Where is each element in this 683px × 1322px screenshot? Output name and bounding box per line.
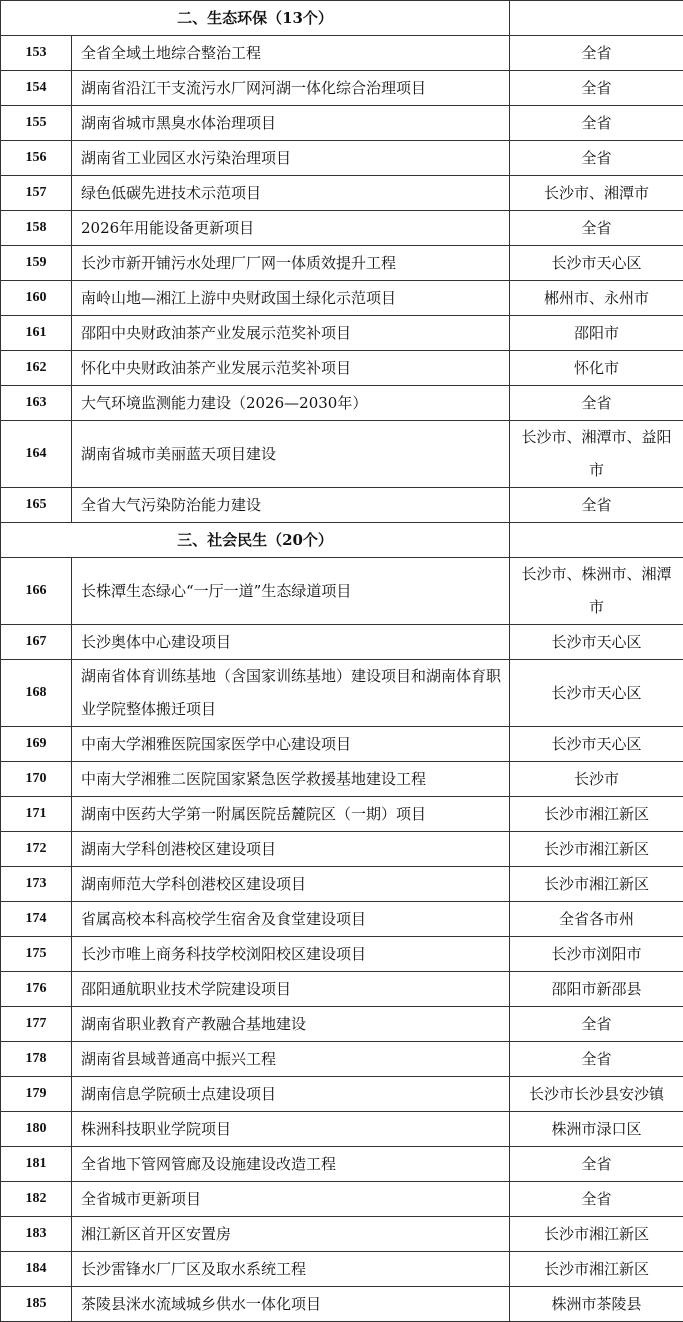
project-location: 长沙市长沙县安沙镇: [510, 1077, 683, 1112]
row-number: 185: [1, 1287, 72, 1322]
row-number: 155: [1, 106, 72, 141]
row-number: 181: [1, 1147, 72, 1182]
project-name: 湖南省县域普通高中振兴工程: [72, 1042, 510, 1077]
project-location: 长沙市湘江新区: [510, 797, 683, 832]
project-location: 怀化市: [510, 351, 683, 386]
project-name: 长沙市新开铺污水处理厂厂网一体质效提升工程: [72, 246, 510, 281]
table-row: [1, 832, 683, 867]
section-empty-cell: [510, 1, 683, 36]
project-location: 邵阳市: [510, 316, 683, 351]
table-row: [1, 246, 683, 281]
row-number: 157: [1, 176, 72, 211]
table-row: [1, 211, 683, 246]
project-name: 中南大学湘雅二医院国家紧急医学救援基地建设工程: [72, 762, 510, 797]
row-number: 175: [1, 937, 72, 972]
row-number: 183: [1, 1217, 72, 1252]
project-name: 怀化中央财政油茶产业发展示范奖补项目: [72, 351, 510, 386]
project-name: 湖南省体育训练基地（含国家训练基地）建设项目和湖南体育职业学院整体搬迁项目: [72, 660, 510, 727]
table-row: [1, 351, 683, 386]
project-location: 长沙市、湘潭市、益阳市: [510, 421, 683, 488]
section-title: 三、社会民生（20个）: [1, 523, 510, 558]
project-name: 湖南省职业教育产教融合基地建设: [72, 1007, 510, 1042]
table-row: [1, 386, 683, 421]
project-name: 湖南省沿江干支流污水厂网河湖一体化综合治理项目: [72, 71, 510, 106]
project-name: 湘江新区首开区安置房: [72, 1217, 510, 1252]
table-row: [1, 141, 683, 176]
table-row: [1, 316, 683, 351]
row-number: 163: [1, 386, 72, 421]
project-name: 湖南师范大学科创港校区建设项目: [72, 867, 510, 902]
section-header-row: [1, 1, 683, 36]
project-name: 绿色低碳先进技术示范项目: [72, 176, 510, 211]
project-name: 长沙雷锋水厂厂区及取水系统工程: [72, 1252, 510, 1287]
project-location: 株洲市渌口区: [510, 1112, 683, 1147]
project-name: 湖南省工业园区水污染治理项目: [72, 141, 510, 176]
row-number: 165: [1, 488, 72, 523]
project-location: 全省: [510, 106, 683, 141]
row-number: 169: [1, 727, 72, 762]
project-location: 全省: [510, 71, 683, 106]
project-name: 全省大气污染防治能力建设: [72, 488, 510, 523]
table-row: [1, 421, 683, 488]
project-name: 全省地下管网管廊及设施建设改造工程: [72, 1147, 510, 1182]
project-name: 省属高校本科高校学生宿舍及食堂建设项目: [72, 902, 510, 937]
table-row: [1, 867, 683, 902]
project-location: 长沙市天心区: [510, 246, 683, 281]
project-location: 全省: [510, 386, 683, 421]
table-row: [1, 902, 683, 937]
project-name: 全省城市更新项目: [72, 1182, 510, 1217]
table-row: [1, 1112, 683, 1147]
project-name: 长株潭生态绿心“一厅一道”生态绿道项目: [72, 558, 510, 625]
table-row: [1, 972, 683, 1007]
row-number: 173: [1, 867, 72, 902]
row-number: 174: [1, 902, 72, 937]
row-number: 166: [1, 558, 72, 625]
project-location: 全省各市州: [510, 902, 683, 937]
project-name: 湖南中医药大学第一附属医院岳麓院区（一期）项目: [72, 797, 510, 832]
row-number: 179: [1, 1077, 72, 1112]
project-location: 长沙市天心区: [510, 727, 683, 762]
row-number: 184: [1, 1252, 72, 1287]
project-location: 长沙市湘江新区: [510, 1217, 683, 1252]
project-name: 中南大学湘雅医院国家医学中心建设项目: [72, 727, 510, 762]
row-number: 167: [1, 625, 72, 660]
table-row: [1, 625, 683, 660]
project-location: 郴州市、永州市: [510, 281, 683, 316]
row-number: 178: [1, 1042, 72, 1077]
table-row: [1, 660, 683, 727]
project-location: 长沙市: [510, 762, 683, 797]
project-name: 湖南省城市黑臭水体治理项目: [72, 106, 510, 141]
project-name: 全省全域土地综合整治工程: [72, 36, 510, 71]
table-row: [1, 106, 683, 141]
project-table-body: [1, 1, 683, 1322]
project-location: 全省: [510, 488, 683, 523]
row-number: 164: [1, 421, 72, 488]
project-location: 长沙市湘江新区: [510, 1252, 683, 1287]
row-number: 158: [1, 211, 72, 246]
project-location: 全省: [510, 1182, 683, 1217]
table-row: [1, 71, 683, 106]
project-location: 长沙市天心区: [510, 625, 683, 660]
section-title: 二、生态环保（13个）: [1, 1, 510, 36]
table-row: [1, 1007, 683, 1042]
row-number: 180: [1, 1112, 72, 1147]
project-location: 长沙市天心区: [510, 660, 683, 727]
row-number: 160: [1, 281, 72, 316]
table-row: [1, 1217, 683, 1252]
section-empty-cell: [510, 523, 683, 558]
table-row: [1, 558, 683, 625]
row-number: 177: [1, 1007, 72, 1042]
project-location: 邵阳市新邵县: [510, 972, 683, 1007]
row-number: 154: [1, 71, 72, 106]
table-row: [1, 176, 683, 211]
table-row: [1, 488, 683, 523]
table-row: [1, 1252, 683, 1287]
table-row: [1, 937, 683, 972]
project-name: 邵阳通航职业技术学院建设项目: [72, 972, 510, 1007]
row-number: 162: [1, 351, 72, 386]
row-number: 159: [1, 246, 72, 281]
table-row: [1, 727, 683, 762]
project-location: 全省: [510, 1007, 683, 1042]
project-name: 株洲科技职业学院项目: [72, 1112, 510, 1147]
row-number: 161: [1, 316, 72, 351]
project-name: 邵阳中央财政油茶产业发展示范奖补项目: [72, 316, 510, 351]
table-row: [1, 1042, 683, 1077]
project-location: 全省: [510, 141, 683, 176]
project-name: 南岭山地—湘江上游中央财政国土绿化示范项目: [72, 281, 510, 316]
project-location: 长沙市浏阳市: [510, 937, 683, 972]
row-number: 168: [1, 660, 72, 727]
section-header-row: [1, 523, 683, 558]
table-row: [1, 1147, 683, 1182]
project-location: 长沙市、湘潭市: [510, 176, 683, 211]
project-location: 株洲市茶陵县: [510, 1287, 683, 1322]
table-row: [1, 1077, 683, 1112]
project-location: 长沙市湘江新区: [510, 832, 683, 867]
project-name: 长沙奥体中心建设项目: [72, 625, 510, 660]
project-location: 全省: [510, 1042, 683, 1077]
project-name: 湖南信息学院硕士点建设项目: [72, 1077, 510, 1112]
table-row: [1, 36, 683, 71]
project-name: 长沙市唯上商务科技学校浏阳校区建设项目: [72, 937, 510, 972]
row-number: 170: [1, 762, 72, 797]
row-number: 172: [1, 832, 72, 867]
row-number: 156: [1, 141, 72, 176]
table-row: [1, 762, 683, 797]
row-number: 153: [1, 36, 72, 71]
project-name: 湖南大学科创港校区建设项目: [72, 832, 510, 867]
project-location: 长沙市湘江新区: [510, 867, 683, 902]
project-name: 茶陵县洣水流域城乡供水一体化项目: [72, 1287, 510, 1322]
table-row: [1, 1182, 683, 1217]
table-row: [1, 1287, 683, 1322]
project-name: 大气环境监测能力建设（2026—2030年）: [72, 386, 510, 421]
project-location: 长沙市、株洲市、湘潭市: [510, 558, 683, 625]
project-name: 2026年用能设备更新项目: [72, 211, 510, 246]
project-name: 湖南省城市美丽蓝天项目建设: [72, 421, 510, 488]
project-location: 全省: [510, 211, 683, 246]
table-row: [1, 281, 683, 316]
row-number: 171: [1, 797, 72, 832]
row-number: 176: [1, 972, 72, 1007]
project-location: 全省: [510, 36, 683, 71]
project-location: 全省: [510, 1147, 683, 1182]
table-row: [1, 797, 683, 832]
row-number: 182: [1, 1182, 72, 1217]
